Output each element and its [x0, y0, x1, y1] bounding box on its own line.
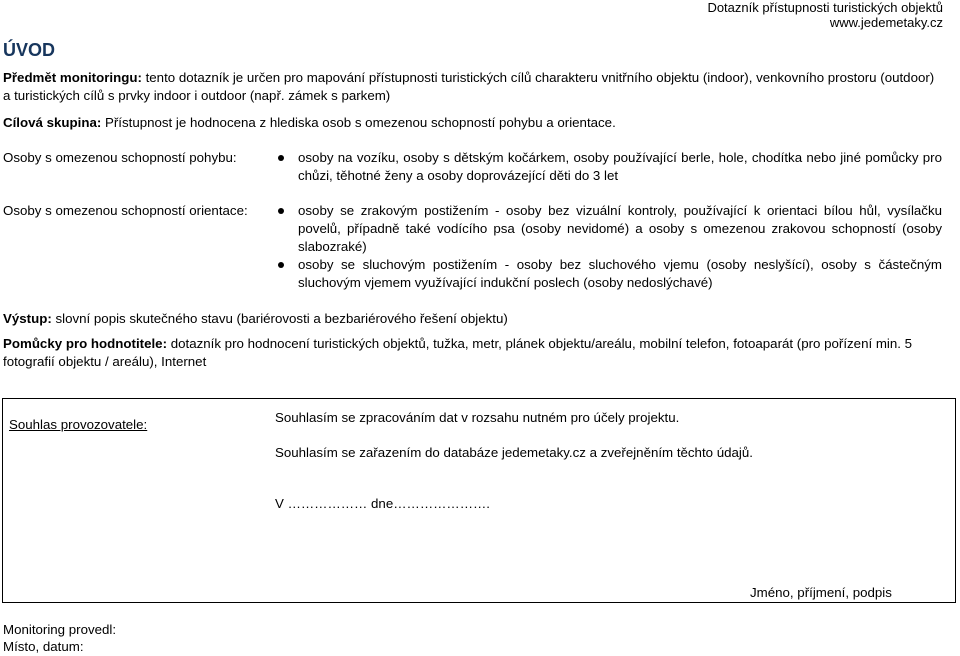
misto-datum-label: Místo, datum: — [3, 639, 84, 654]
pomucky-label: Pomůcky pro hodnotitele: — [3, 336, 168, 351]
pohyb-label: Osoby s omezenou schopností pohybu: — [3, 150, 237, 165]
pohyb-list — [276, 149, 942, 185]
header-title: Dotazník přístupnosti turistických objektů — [707, 0, 943, 15]
section-title: ÚVOD — [3, 40, 56, 60]
vystup-paragraph — [3, 310, 943, 328]
orientace-label: Osoby s omezenou schopností orientace: — [3, 203, 248, 218]
cilova-label: Cílová skupina: — [3, 115, 102, 130]
predmet-label: Předmět monitoringu: — [3, 70, 142, 85]
consent-line-processing: Souhlasím se zpracováním dat v rozsahu nutném pro účely projektu. — [275, 410, 680, 425]
consent-box — [2, 398, 956, 603]
consent-label: Souhlas provozovatele: — [9, 417, 148, 432]
vystup-label: Výstup: — [3, 311, 52, 326]
orientace-list — [276, 202, 942, 292]
cilova-text: Přístupnost je hodnocena z hlediska osob s omezenou schopností pohybu a orientace. — [104, 115, 616, 130]
document-header — [707, 0, 943, 30]
monitoring-label: Monitoring provedl: — [3, 622, 117, 637]
pomucky-paragraph — [3, 335, 943, 371]
predmet-paragraph — [3, 69, 943, 105]
signature-label: Jméno, příjmení, podpis — [750, 585, 892, 600]
predmet-text: tento dotazník je určen pro mapování přístupnosti turistických cílů charakteru vnitřního objektu (indoor), venkovního prostoru (outdoor) a turistických cílů s prvky indoor i outdoor (např. zámek s parkem) — [3, 70, 935, 103]
list-item: osoby se sluchovým postižením - osoby bez sluchového vjemu (osoby neslyšící), osoby s částečným sluchovým vjemem využívající indukční poslech (osoby nedoslýchavé) — [276, 256, 942, 292]
cilova-paragraph — [3, 114, 943, 132]
vystup-text: slovní popis skutečného stavu (bariérovosti a bezbariérového řešení objektu) — [55, 311, 508, 326]
place-date-field[interactable]: V ……………… dne…………………. — [275, 496, 490, 511]
list-item: osoby na vozíku, osoby s dětským kočárkem, osoby používající berle, hole, chodítka nebo jiné pomůcky pro chůzi, těhotné ženy a osoby doprovázející děti do 3 let — [276, 149, 942, 185]
header-website: www.jedemetaky.cz — [829, 15, 943, 30]
consent-line-database: Souhlasím se zařazením do databáze jedemetaky.cz a zveřejněním těchto údajů. — [275, 445, 753, 460]
list-item: osoby se zrakovým postižením - osoby bez vizuální kontroly, používající k orientaci bílou hůl, vysílačku povelů, případně také vodícího psa (osoby nevidomé) a osoby s omezenou zrakovou schopností (osoby slabozraké) — [276, 202, 942, 256]
pomucky-text: dotazník pro hodnocení turistických objektů, tužka, metr, plánek objektu/areálu, mobilní telefon, fotoaparát (pro pořízení min. 5 fotografií objektu / areálu), Internet — [3, 336, 913, 369]
